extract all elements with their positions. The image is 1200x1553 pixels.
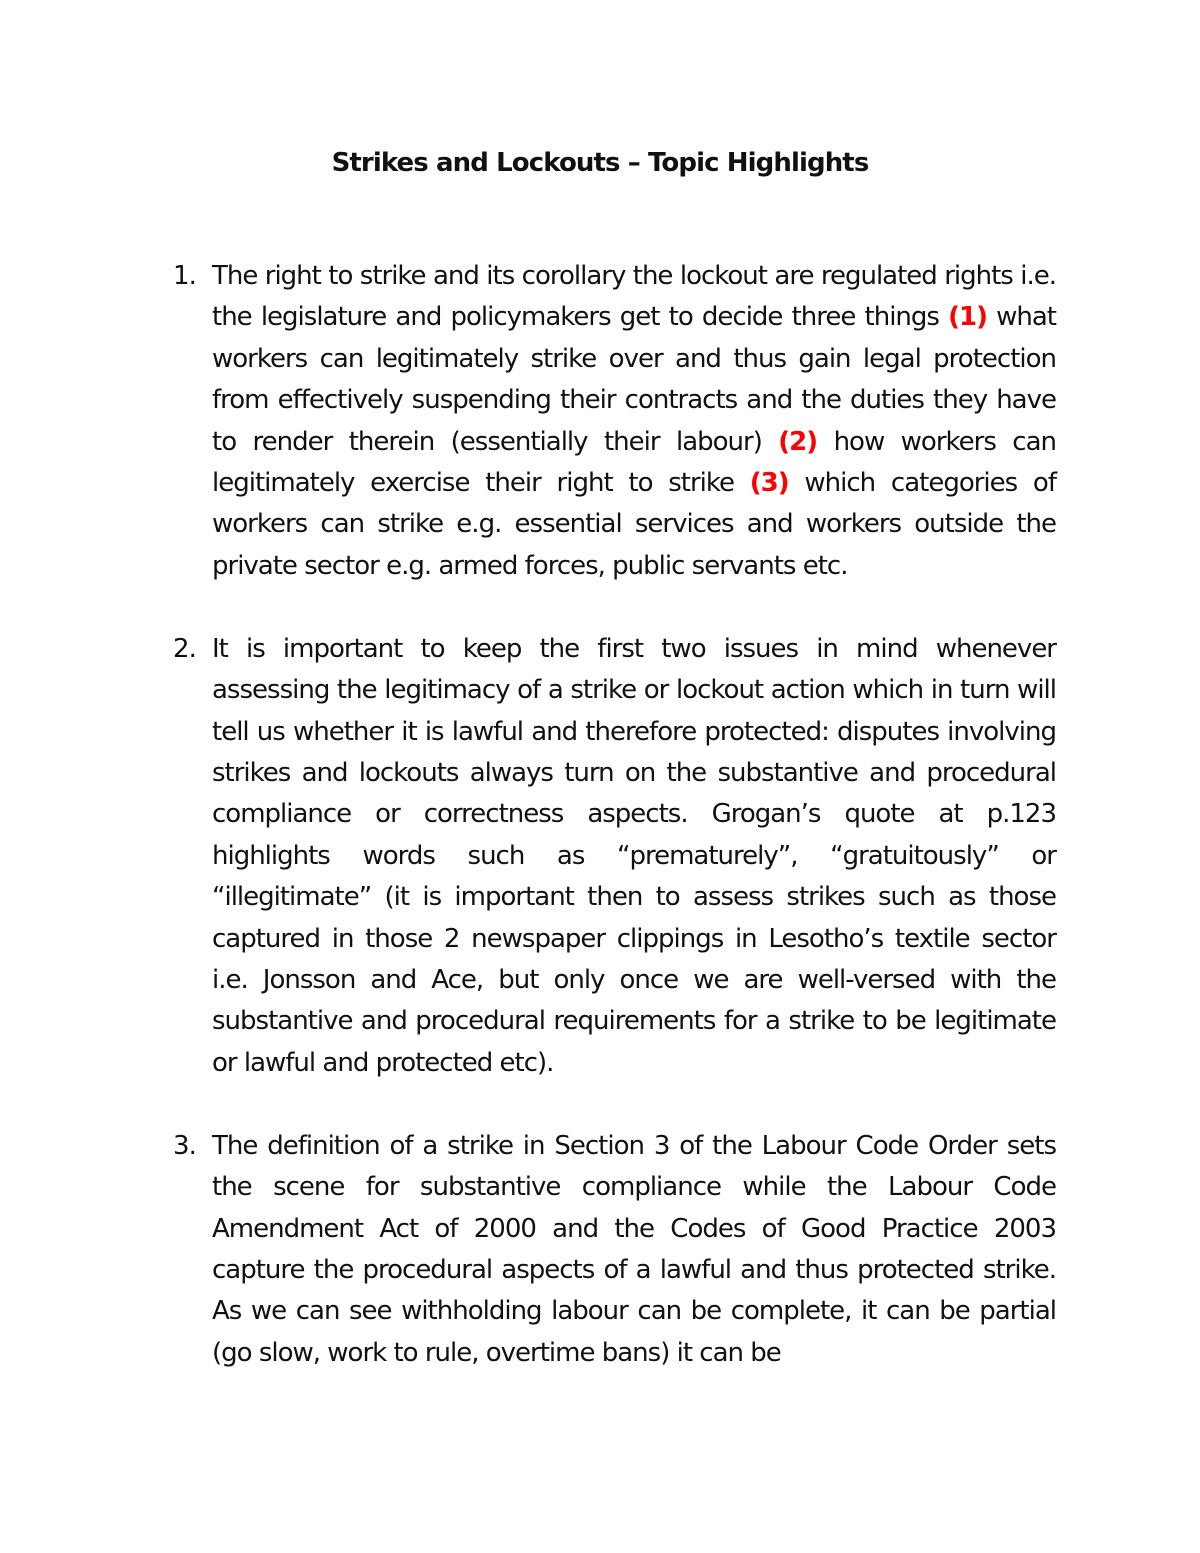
paragraph-text: what workers can legitimately strike over and thus gain legal protection from effectively suspending their contracts and the duties they have to render therein (essentially their labour) bbox=[212, 302, 1056, 457]
item-paragraph bbox=[212, 1126, 1056, 1374]
item-number: 3. bbox=[173, 1130, 197, 1161]
paragraph-text: which categories of workers can strike e.g. essential services and workers outside the private sector e.g. armed forces, public servants etc. bbox=[212, 468, 1056, 581]
paragraph-text: It is important to keep the first two issues in mind whenever assessing the legitimacy of a strike or lockout action which in turn will tell us whether it is lawful and therefore protected: disputes involving strikes and lockouts always turn on the substantive and procedural compliance or correctness aspects. Grogan’s quote at p.123 highlights words such as “prematurely”, “gratuitously” or “illegitimate” (it is important then to assess strikes such as those captured in those 2 newspaper clippings in Lesotho’s textile sector i.e. Jonsson and Ace, but only once we are well-versed with the substantive and procedural requirements for a strike to be legitimate or lawful and protected etc). bbox=[212, 633, 1056, 1078]
paragraph-text: The definition of a strike in Section 3 of the Labour Code Order sets the scene for substantive compliance while the Labour Code Amendment Act of 2000 and the Codes of Good Practice 2003 capture the procedural aspects of a lawful and thus protected strike. As we can see withholding labour can be complete, it can be partial (go slow, work to rule, overtime bans) it can be bbox=[212, 1130, 1056, 1368]
list-item bbox=[0, 256, 1200, 587]
item-paragraph bbox=[212, 256, 1056, 587]
list-item bbox=[0, 1126, 1200, 1374]
point-marker: (3) bbox=[749, 468, 789, 499]
paragraph-text: how workers can legitimately exercise their right to strike bbox=[212, 426, 1056, 499]
point-marker: (1) bbox=[948, 302, 987, 333]
item-number: 1. bbox=[173, 261, 197, 291]
list-item bbox=[0, 629, 1200, 1084]
item-paragraph bbox=[212, 629, 1056, 1084]
point-marker: (2) bbox=[778, 426, 818, 457]
paragraph-text: The right to strike and its corollary the lockout are regulated rights i.e. the legislature and policymakers get to decide three things bbox=[212, 261, 1056, 333]
highlights-list bbox=[0, 256, 1200, 1416]
item-number: 2. bbox=[173, 633, 197, 664]
document-title: Strikes and Lockouts – Topic Highlights bbox=[331, 148, 869, 178]
